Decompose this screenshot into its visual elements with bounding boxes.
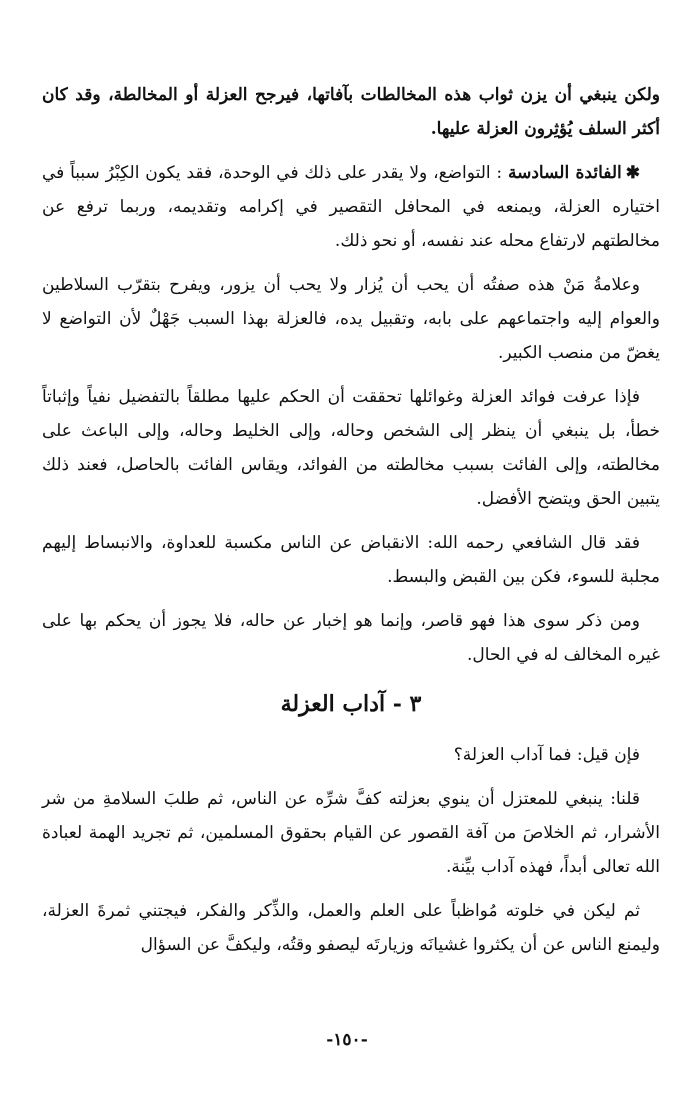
paragraph-3: وعلامةُ مَنْ هذه صفتُه أن يحب أن يُزار ولا يحب أن يزور، ويفرح بتقرّب السلاطين والعوام إليه واجتماعهم على بابه، وتقبيل يده، فالعزلة بهذا السبب جَهْلٌ لأن التواضع لا يغضّ من منصب الكبير. <box>42 275 660 363</box>
paragraph-7: فإن قيل: فما آداب العزلة؟ <box>453 745 640 765</box>
paragraph-5: فقد قال الشافعي رحمه الله: الانقباض عن الناس مكسبة للعداوة، والانبساط إليهم مجلبة للسوء، فكن بين القبض والبسط. <box>42 533 660 587</box>
page-number: -١٥٠- <box>326 1030 368 1050</box>
paragraph-1: ولكن ينبغي أن يزن ثواب هذه المخالطات بآفاتها، فيرجح العزلة أو المخالطة، وقد كان أكثر السلف يُؤثِرون العزلة عليها. <box>42 85 660 139</box>
paragraph-4: فإذا عرفت فوائد العزلة وغوائلها تحققت أن الحكم عليها مطلقاً بالتفضيل نفياً وإثباتاً خطأ، بل ينبغي أن ينظر إلى الشخص وحاله، وإلى الخليط وحاله، وإلى الباعث على مخالطته، وإلى الفائت بسبب مخالطته من الفوائد، ويقاس الفائت بالحاصل، فعند ذلك يتبين الحق ويتضح الأفضل. <box>42 387 660 509</box>
section-heading: ٣ - آداب العزلة <box>280 691 422 717</box>
paragraph-2-text: : التواضع، ولا يقدر على ذلك في الوحدة، فقد يكون الكِبْرُ سبباً في اختياره العزلة، ويمنعه في المحافل التقصير في إكرامه وتقديمه، وربما ترفع عن مخالطتهم لارتفاع محله عند نفسه، أو نحو ذلك. <box>42 163 660 251</box>
paragraph-9: ثم ليكن في خلوته مُواظباً على العلم والعمل، والذِّكر والفكر، فيجتني ثمرةَ العزلة، وليمنع الناس عن أن يكثروا غشيانَه وزيارتَه ليصفو وقتُه، وليكفَّ عن السؤال <box>42 901 660 955</box>
section-label: الفائدة السادسة <box>507 163 622 183</box>
paragraph-2 <box>42 156 660 258</box>
page-body <box>42 78 660 972</box>
paragraph-8: قلنا: ينبغي للمعتزل أن ينوي بعزلته كفَّ شرِّه عن الناس، ثم طلبَ السلامةِ من شر الأشرار، ثم الخلاصَ من آفة القصور عن القيام بحقوق المسلمين، ثم تجريد الهمة لعبادة الله تعالى أبداً، فهذه آداب بيِّنة. <box>42 789 660 877</box>
star-icon: ✱ <box>625 163 640 183</box>
paragraph-6: ومن ذكر سوى هذا فهو قاصر، وإنما هو إخبار عن حاله، فلا يجوز أن يحكم بها على غيره المخالف له في الحال. <box>42 611 660 665</box>
